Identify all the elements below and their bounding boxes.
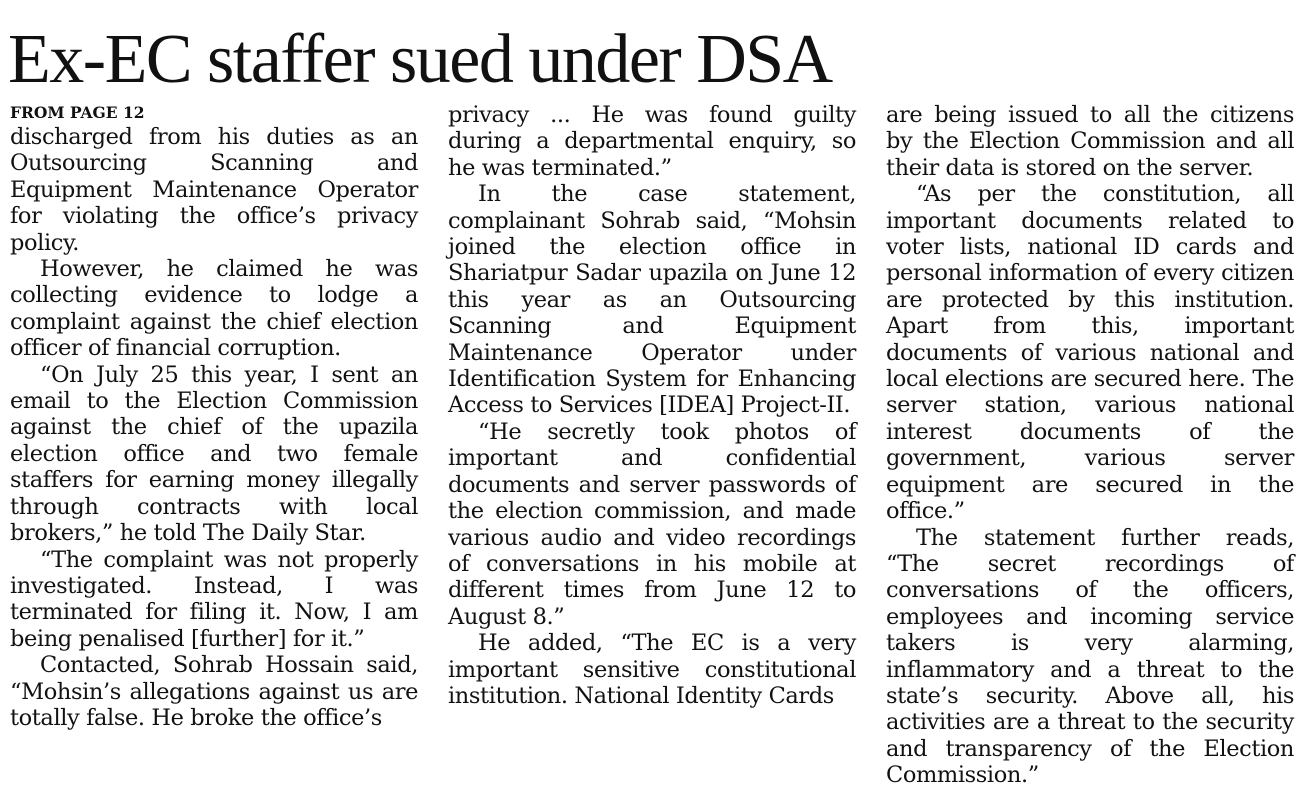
paragraph: discharged from his duties as an Outsourcing Scanning and Equipment Maintenance Operator for violating the office’s privacy policy.: [10, 124, 418, 256]
paragraph: “The complaint was not properly investigated. Instead, I was terminated for filing it. Now, I am being penalised [further] for it.”: [10, 546, 418, 652]
paragraph: He added, “The EC is a very important sensitive constitutional institution. National Identity Cards: [448, 630, 856, 709]
paragraph: The statement further reads, “The secret recordings of conversations of the officers, employees and incoming service takers is very alarming, inflammatory and a threat to the state’s security. Above all, his activities are a threat to the security and transparency of the Election Commission.”: [886, 524, 1294, 789]
paragraph: “As per the constitution, all important documents related to voter lists, national ID cards and personal information of every citizen are protected by this institution. Apart from this, important documents of various national and local elections are secured here. The server station, various national interest documents of the government, various server equipment are secured in the office.”: [886, 181, 1294, 525]
paragraph: “He secretly took photos of important and confidential documents and server passwords of the election commission, and made various audio and video recordings of conversations in his mobile at different times from June 12 to August 8.”: [448, 418, 856, 630]
paragraph: However, he claimed he was collecting evidence to lodge a complaint against the chief election officer of financial corruption.: [10, 256, 418, 362]
continued-from-label: FROM PAGE 12: [10, 103, 145, 122]
paragraph: privacy ... He was found guilty during a departmental enquiry, so he was terminated.”: [448, 102, 856, 181]
article-column-2: [448, 102, 856, 709]
article-column-1: [10, 102, 418, 731]
paragraph: In the case statement, complainant Sohrab said, “Mohsin joined the election office in Shariatpur Sadar upazila on June 12 this year as an Outsourcing Scanning and Equipment Maintenance Operator under Identification System for Enhancing Access to Services [IDEA] Project-II.: [448, 181, 856, 419]
article-column-3: [886, 102, 1294, 789]
paragraph: Contacted, Sohrab Hossain said, “Mohsin’s allegations against us are totally false. He broke the office’s: [10, 652, 418, 731]
headline: Ex-EC staffer sued under DSA: [8, 21, 832, 98]
paragraph: are being issued to all the citizens by the Election Commission and all their data is stored on the server.: [886, 102, 1294, 181]
paragraph: “On July 25 this year, I sent an email to the Election Commission against the chief of the upazila election office and two female staffers for earning money illegally through contracts with local brokers,” he told The Daily Star.: [10, 361, 418, 547]
